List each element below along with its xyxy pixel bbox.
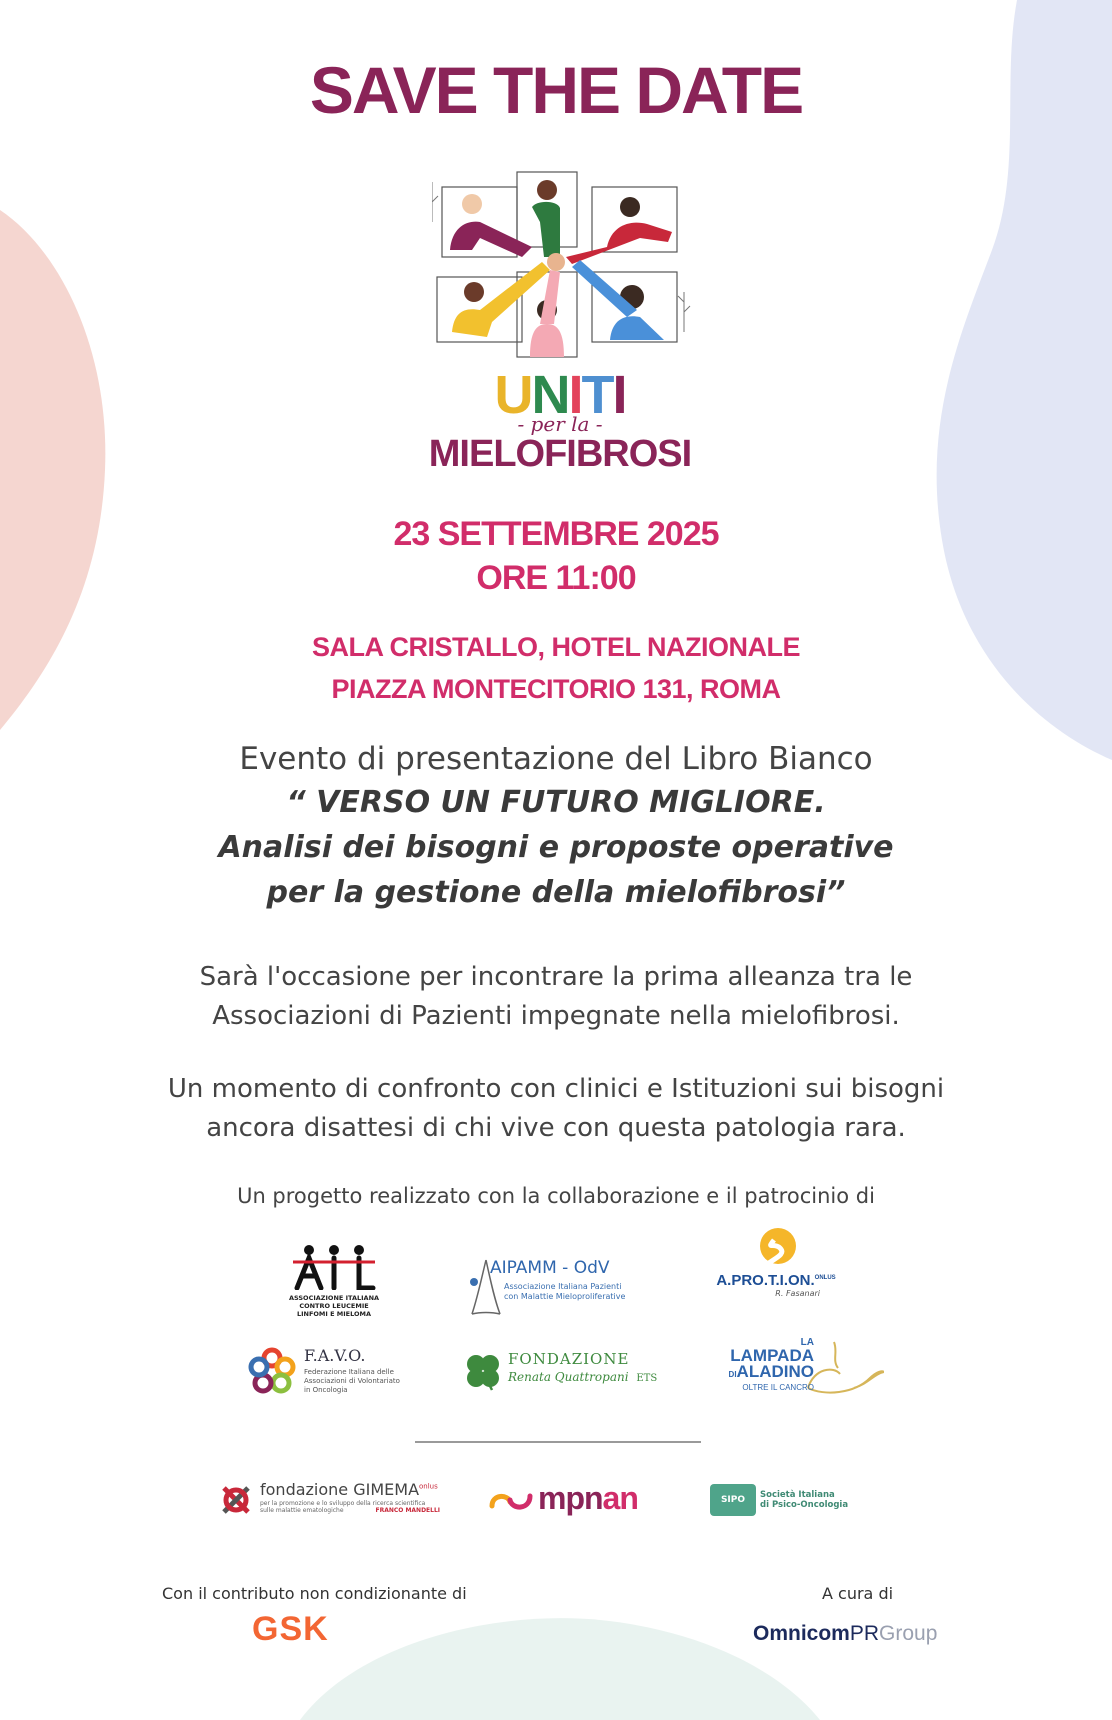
logo-uniti-word: UNITI bbox=[494, 365, 626, 425]
description-paragraph-1: Sarà l'occasione per incontrare la prima alleanza tra le Associazioni di Pazienti impegnate nella mielofibrosi. bbox=[199, 962, 913, 1031]
favo-flower-icon bbox=[246, 1346, 298, 1398]
united-hands-illustration bbox=[432, 162, 692, 362]
venue-line-2: PIAZZA MONTECITORIO 131, ROMA bbox=[331, 674, 781, 704]
ail-figures-icon bbox=[289, 1244, 379, 1290]
event-date-time bbox=[0, 512, 1112, 600]
magic-lamp-icon bbox=[804, 1338, 884, 1398]
gimema-logo: fondazione $GIMEMA^{onlus}$ per la promozione e lo sviluppo della ricerca scientifica sulle malattie ematologiche FRANCO MANDELLI bbox=[218, 1480, 448, 1524]
favo-logo: F.A.V.O. Federazione Italiana delle Associazioni di Volontariato in Oncologia bbox=[246, 1346, 426, 1400]
fondazione-quattropani-logo: FONDAZIONE Renata Quattropani ETS bbox=[462, 1350, 662, 1394]
partners-intro: Un progetto realizzato con la collaborazione e il patrocinio di bbox=[237, 1184, 875, 1208]
omnicom-pr-group-logo: OmnicomPRGroup bbox=[753, 1622, 938, 1645]
mpnan-logo: mpnan bbox=[488, 1480, 658, 1520]
uniti-mielofibrosi-logo bbox=[410, 365, 710, 476]
aprotion-road-icon bbox=[744, 1226, 808, 1274]
ail-logo: ASSOCIAZIONE ITALIANA CONTRO LEUCEMIE LINFOMI E MIELOMA bbox=[278, 1244, 390, 1318]
logo-per-la: - per la - bbox=[517, 412, 603, 436]
logo-mielofibrosi-word: MIELOFIBROSI bbox=[428, 433, 692, 475]
gimema-knot-icon bbox=[218, 1482, 254, 1518]
section-divider bbox=[415, 1441, 701, 1443]
curated-by-label: A cura di bbox=[822, 1584, 894, 1603]
event-time: ORE 11:00 bbox=[476, 559, 636, 597]
event-date: 23 SETTEMBRE 2025 bbox=[393, 515, 719, 553]
event-intro: Evento di presentazione del Libro Bianco bbox=[239, 741, 873, 777]
lampada-aladino-logo: LA LAMPADA DIALADINO OLTRE IL CANCRO bbox=[728, 1338, 888, 1404]
book-title: “ VERSO UN FUTURO MIGLIORE. Analisi dei bisogni e proposte operative per la gestione della mielofibrosi” bbox=[218, 785, 894, 910]
aipamm-logo: AIPAMM - OdV Associazione Italiana Pazienti con Malattie Mieloproliferative bbox=[466, 1256, 646, 1318]
event-venue bbox=[0, 626, 1112, 710]
venue-line-1: SALA CRISTALLO, HOTEL NAZIONALE bbox=[312, 632, 800, 662]
sipo-logo: SIPO Società Italiana di Psico-Oncologia bbox=[710, 1484, 850, 1520]
save-the-date-title: SAVE THE DATE bbox=[309, 53, 803, 127]
contribution-label: Con il contributo non condizionante di bbox=[162, 1584, 467, 1603]
gsk-logo: GSK bbox=[252, 1610, 329, 1648]
sipo-mark: SIPO bbox=[710, 1484, 756, 1516]
mpnan-chain-icon bbox=[488, 1486, 534, 1516]
aprotion-logo: A.PRO.T.I.ON.$^{ONLUS}$ R. Fasanari bbox=[716, 1226, 836, 1306]
four-leaf-clover-icon bbox=[462, 1352, 504, 1392]
description-paragraph-2: Un momento di confronto con clinici e Istituzioni sui bisogni ancora disattesi di chi vive con questa patologia rara. bbox=[167, 1074, 945, 1143]
